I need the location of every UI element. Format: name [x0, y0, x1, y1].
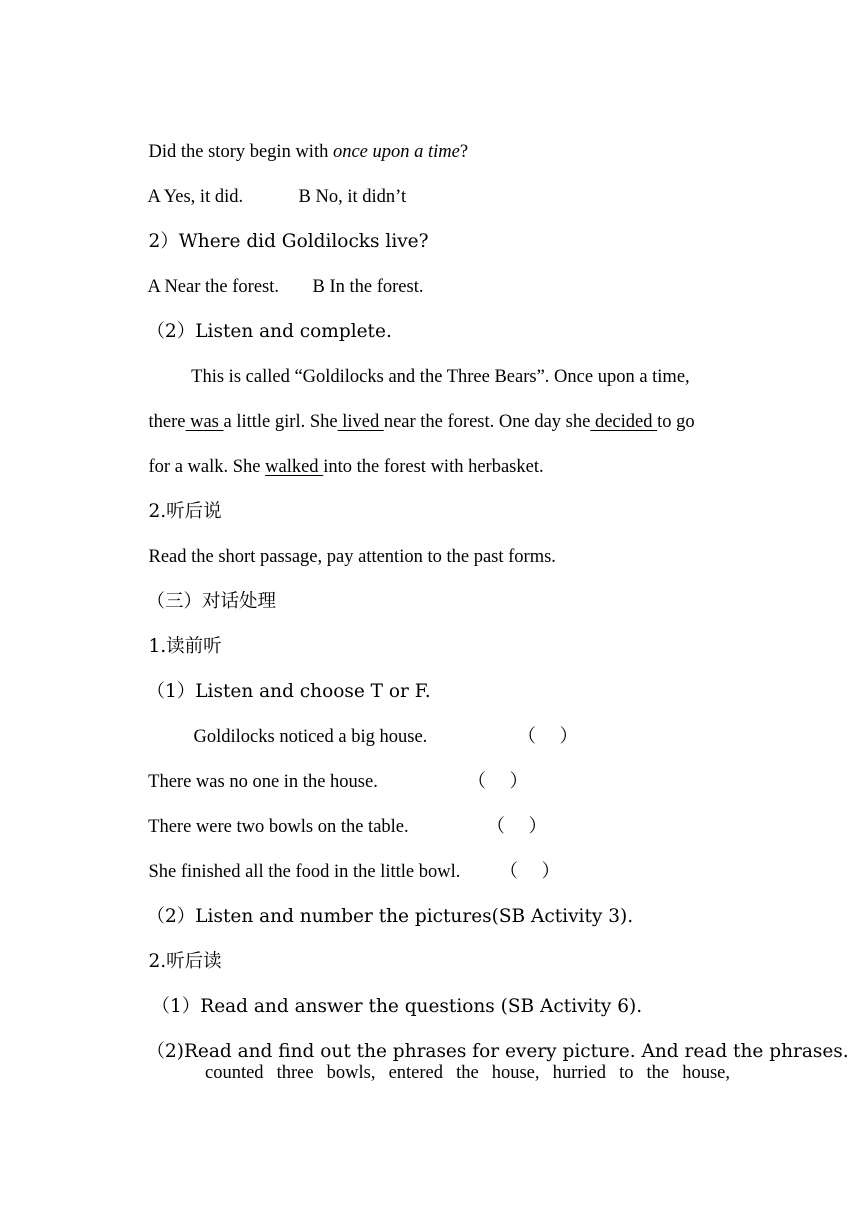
- answer-blank: （ ）: [517, 726, 579, 747]
- heading-text: 1.读前听: [148, 636, 222, 657]
- instruction-text: （1）Listen and choose T or F.: [146, 681, 431, 702]
- listen-complete-text: （2）Listen and complete.: [146, 321, 392, 342]
- phrases-text: counted three bowls, entered the house, hurried to the house,: [205, 1063, 730, 1083]
- answer-blank: （ ）: [467, 771, 529, 792]
- fill-in-blank-lived: lived: [337, 412, 384, 432]
- question-2-text: 2）Where did Goldilocks live?: [148, 231, 429, 252]
- paragraph-text: to go: [657, 412, 695, 432]
- question-mark: ?: [459, 142, 469, 162]
- option-b: B No, it didn’t: [298, 187, 407, 207]
- fill-in-blank-decided: decided: [590, 412, 658, 432]
- paragraph-text: into the forest with herbasket.: [323, 457, 544, 477]
- question-italic-phrase: once upon a time: [332, 142, 460, 162]
- paragraph-text: a little girl. She: [223, 412, 338, 432]
- option-a: A Near the forest.: [147, 277, 279, 297]
- statement-text: Goldilocks noticed a big house.: [193, 727, 428, 747]
- fill-in-blank-was: was: [185, 412, 224, 432]
- paragraph-text: This is called “Goldilocks and the Three Bears”. Once upon a time,: [191, 367, 690, 387]
- paragraph-text: for a walk. She: [148, 457, 266, 477]
- statement-text: There were two bowls on the table.: [148, 817, 409, 837]
- phrases-list-line: [205, 1061, 730, 1085]
- question-text: Did the story begin with: [148, 142, 333, 162]
- heading-text: 2.听后说: [148, 501, 222, 522]
- instruction-text: （2）Listen and number the pictures(SB Activity 3).: [146, 906, 634, 927]
- option-b: B In the forest.: [312, 277, 424, 297]
- fill-in-blank-walked: walked: [265, 457, 324, 477]
- statement-text: There was no one in the house.: [148, 772, 378, 792]
- answer-blank: （ ）: [486, 816, 548, 837]
- paragraph-text: there: [148, 412, 186, 432]
- instruction-text: （1）Read and answer the questions (SB Activity 6).: [151, 996, 643, 1017]
- instruction-text: Read the short passage, pay attention to the past forms.: [148, 547, 556, 567]
- answer-blank: （ ）: [499, 861, 561, 882]
- option-a: A Yes, it did.: [147, 187, 244, 207]
- paragraph-text: near the forest. One day she: [383, 412, 591, 432]
- heading-text: 2.听后读: [148, 951, 222, 972]
- heading-text: （三）对话处理: [146, 591, 277, 612]
- statement-text: She finished all the food in the little bowl.: [148, 862, 461, 882]
- instruction-text: （2)Read and find out the phrases for every picture. And read the phrases.: [146, 1041, 849, 1062]
